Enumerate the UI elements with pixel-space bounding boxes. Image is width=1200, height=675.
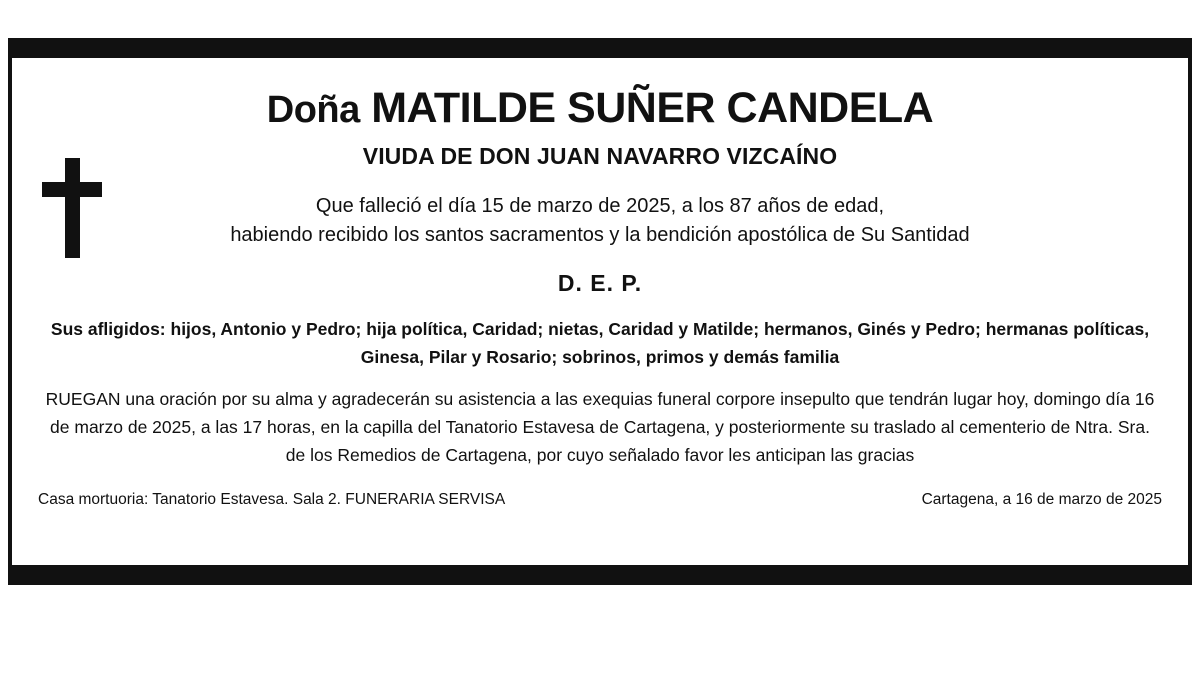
deceased-name-line (34, 86, 1166, 131)
death-date-line: Que falleció el día 15 de marzo de 2025, a los 87 años de edad, (315, 195, 885, 218)
widow-of-line: VIUDA DE DON JUAN NAVARRO VIZCAÍNO (362, 143, 838, 170)
death-details (34, 192, 1166, 250)
honorific: Doña (266, 89, 360, 131)
notice-footer (34, 491, 1166, 509)
funeral-request: RUEGAN una oración por su alma y agradecerán su asistencia a las exequias funeral corpore insepulto que tendrán lugar hoy, domingo día 16 de marzo de 2025, a las 17 horas, en la capilla del Tanatorio Estavesa de Cartagena, y posteriormente su traslado al cementerio de Ntra. Sra. de los Remedios de Cartagena, por cuyo señalado favor les anticipan las gracias (45, 389, 1155, 466)
mortuary-info: Casa mortuoria: Tanatorio Estavesa. Sala 2. FUNERARIA SERVISA (38, 491, 506, 509)
sacraments-line: habiendo recibido los santos sacramentos y la bendición apostólica de Su Santidad (230, 224, 970, 247)
notice-content (34, 86, 1166, 509)
family-list: Sus afligidos: hijos, Antonio y Pedro; hija política, Caridad; nietas, Caridad y Matilde; hermanos, Ginés y Pedro; hermanas políticas, Ginesa, Pilar y Rosario; sobrinos, primos y demás familia (50, 319, 1150, 368)
place-and-date: Cartagena, a 16 de marzo de 2025 (921, 491, 1162, 509)
latin-cross-icon (42, 158, 102, 258)
cross-horizontal-bar (42, 182, 102, 197)
dep-label: D. E. P. (557, 270, 643, 297)
cross-vertical-bar (65, 158, 80, 258)
deceased-name: MATILDE SUÑER CANDELA (371, 84, 934, 132)
notice-card (10, 56, 1190, 567)
